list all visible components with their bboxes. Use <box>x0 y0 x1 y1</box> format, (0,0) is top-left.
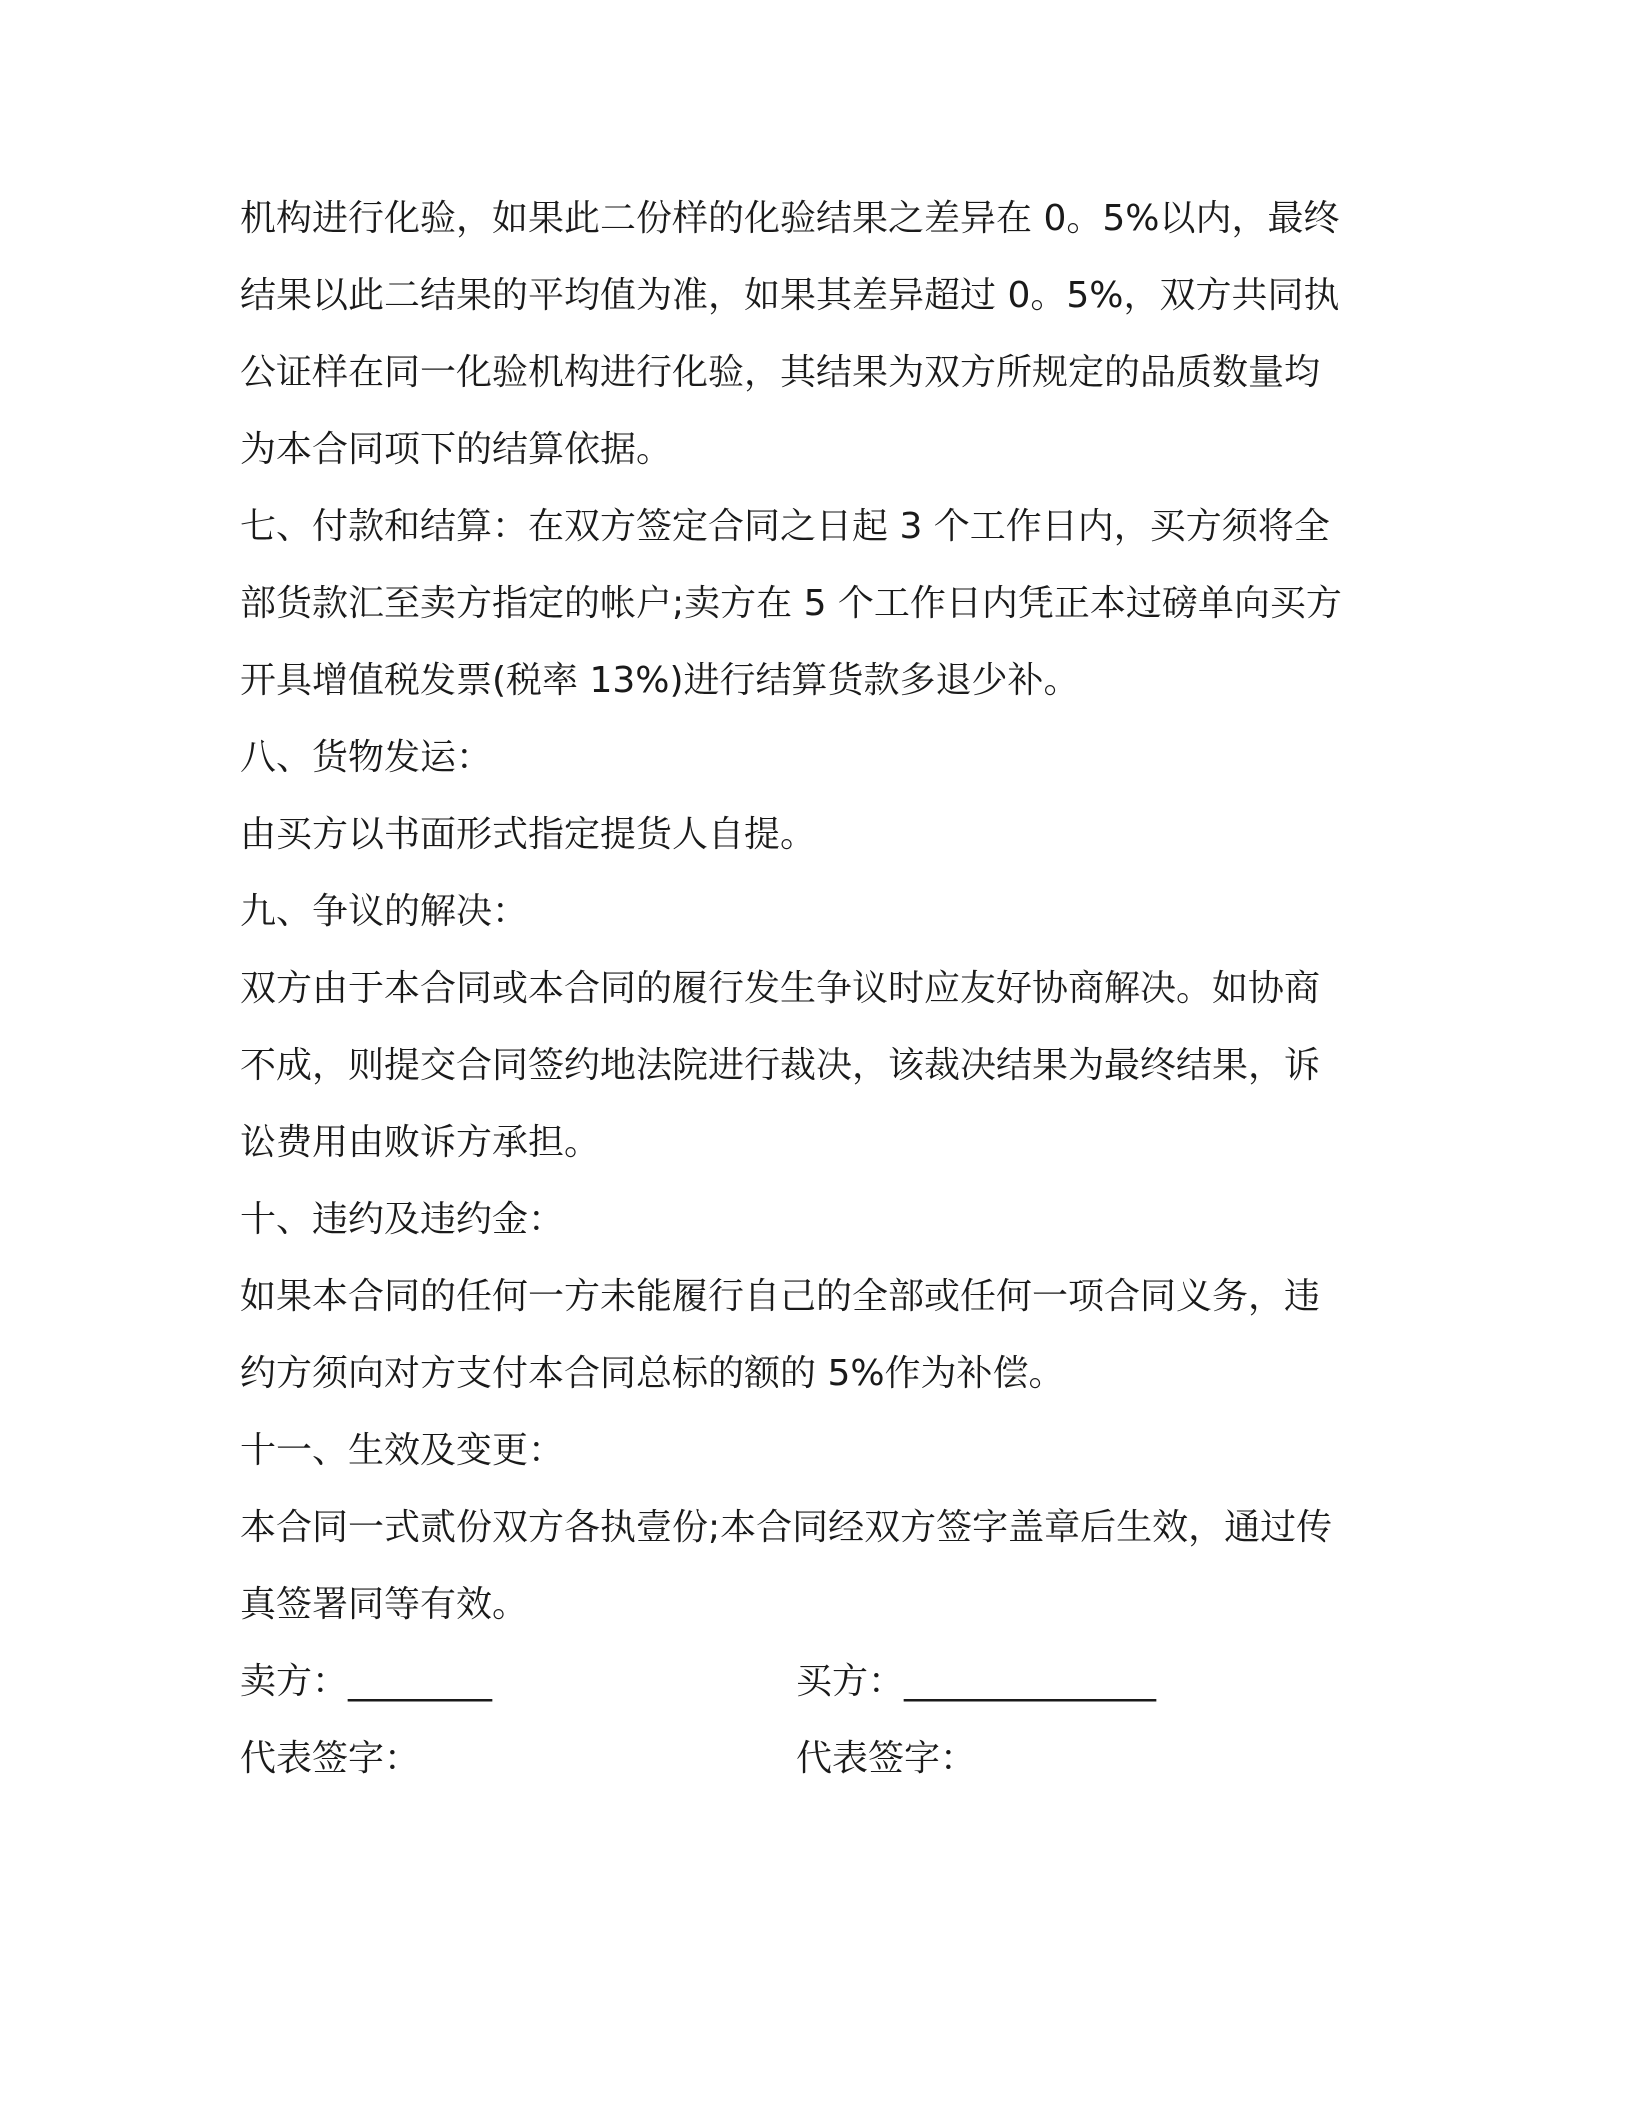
clause10-heading: 十、违约及违约金： <box>240 1199 565 1240</box>
clause9-body-line-3: 讼费用由败诉方承担。 <box>240 1122 601 1163</box>
clause8-heading: 八、货物发运： <box>240 737 493 778</box>
clause11-body-line-1: 本合同一式贰份双方各执壹份;本合同经双方签字盖章后生效，通过传 <box>240 1507 1333 1548</box>
clause7-line-2: 部货款汇至卖方指定的帐户;卖方在 5 个工作日内凭正本过磅单向买方 <box>240 583 1342 624</box>
clause11-body-line-2: 真签署同等有效。 <box>240 1584 529 1625</box>
contract-page <box>240 180 1400 1797</box>
signature-rep-row <box>240 1720 1400 1797</box>
clause9-body-line-2: 不成，则提交合同签约地法院进行裁决，该裁决结果为最终结果，诉 <box>240 1045 1321 1086</box>
clause9-heading: 九、争议的解决： <box>240 891 529 932</box>
clause6-line-1: 机构进行化验，如果此二份样的化验结果之差异在 0。5%以内，最终 <box>240 198 1340 239</box>
clause10-body-line-1: 如果本合同的任何一方未能履行自己的全部或任何一项合同义务，违 <box>240 1276 1321 1317</box>
clause10-body-line-2: 约方须向对方支付本合同总标的额的 5%作为补偿。 <box>240 1353 1065 1394</box>
seller-rep-signature: 代表签字： <box>240 1738 421 1779</box>
clause6-line-3: 公证样在同一化验机构进行化验，其结果为双方所规定的品质数量均 <box>240 352 1321 393</box>
clause6-line-4: 为本合同项下的结算依据。 <box>240 429 673 470</box>
clause6-line-2: 结果以此二结果的平均值为准，如果其差异超过 0。5%，双方共同执 <box>240 275 1340 316</box>
signature-party-row <box>240 1643 1400 1720</box>
buyer-label: 买方：______________ <box>796 1661 1157 1702</box>
clause8-body-line-1: 由买方以书面形式指定提货人自提。 <box>240 814 817 855</box>
clause11-heading: 十一、生效及变更： <box>240 1430 565 1471</box>
clause7-line-1: 七、付款和结算：在双方签定合同之日起 3 个工作日内，买方须将全 <box>240 506 1330 547</box>
seller-label: 卖方：________ <box>240 1661 493 1702</box>
clause7-line-3: 开具增值税发票(税率 13%)进行结算货款多退少补。 <box>240 660 1080 701</box>
clause9-body-line-1: 双方由于本合同或本合同的履行发生争议时应友好协商解决。如协商 <box>240 968 1321 1009</box>
buyer-rep-signature: 代表签字： <box>796 1738 977 1779</box>
